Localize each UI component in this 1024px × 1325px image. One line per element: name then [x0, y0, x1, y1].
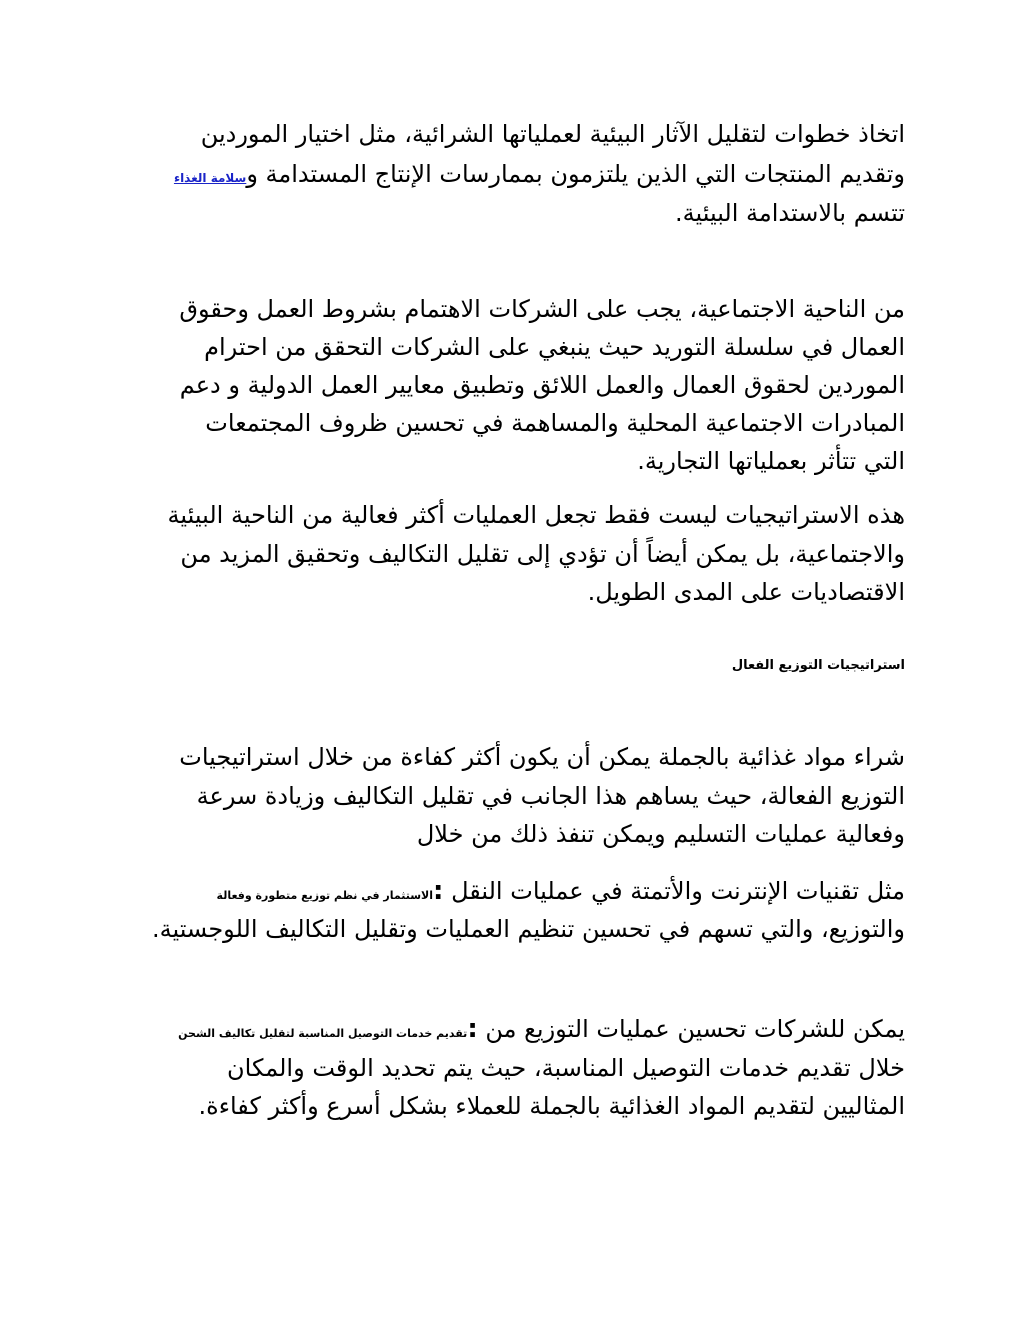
paragraph-2-line-4: المبادرات الاجتماعية المحلية والمساهمة في تحسين ظروف المجتمعات: [205, 409, 905, 437]
paragraph-6-colon: :: [467, 1014, 478, 1044]
paragraph-1-line-2: [174, 155, 905, 193]
paragraph-6-line-1: [178, 1010, 905, 1048]
paragraph-4-line-2: التوزيع الفعالة، حيث يساهم هذا الجانب في تقليل التكاليف وزيادة سرعة: [196, 782, 905, 810]
paragraph-5-line-2: والتوزيع، والتي تسهم في تحسين تنظيم العمليات وتقليل التكاليف اللوجستية.: [151, 915, 905, 943]
paragraph-1-line-3: تتسم بالاستدامة البيئية.: [674, 199, 905, 227]
paragraph-3-line-1: هذه الاستراتيجيات ليست فقط تجعل العمليات أكثر فعالية من الناحية البيئية: [167, 501, 905, 529]
paragraph-1-line-1: اتخاذ خطوات لتقليل الآثار البيئية لعملياتها الشرائية، مثل اختيار الموردين: [200, 120, 905, 148]
paragraph-6-line-2: خلال تقديم خدمات التوصيل المناسبة، حيث يتم تحديد الوقت والمكان: [227, 1054, 905, 1082]
paragraph-6-inline-title: تقديم خدمات التوصيل المناسبة لتقليل تكاليف الشحن: [178, 1027, 468, 1040]
paragraph-5-inline-title: الاستثمار في نظم توزيع متطورة وفعالة: [216, 889, 434, 902]
paragraph-5-line-1: [217, 872, 905, 910]
paragraph-6-line-3: المثاليين لتقديم المواد الغذائية بالجملة للعملاء بشكل أسرع وأكثر كفاءة.: [198, 1092, 905, 1120]
paragraph-4-line-1: شراء مواد غذائية بالجملة يمكن أن يكون أكثر كفاءة من خلال استراتيجيات: [179, 743, 905, 771]
paragraph-5-colon: :: [433, 876, 444, 906]
paragraph-3-line-2: والاجتماعية، بل يمكن أيضاً أن تؤدي إلى تقليل التكاليف وتحقيق المزيد من: [180, 540, 905, 568]
paragraph-2-line-1: من الناحية الاجتماعية، يجب على الشركات الاهتمام بشروط العمل وحقوق: [179, 295, 905, 323]
section-heading: استراتيجيات التوزيع الفعال: [731, 658, 905, 673]
paragraph-2-line-5: التي تتأثر بعملياتها التجارية.: [637, 447, 905, 475]
paragraph-5-line-1-text: مثل تقنيات الإنترنت والأتمتة في عمليات النقل: [451, 877, 905, 905]
paragraph-1-line-2-text: وتقديم المنتجات التي الذين يلتزمون بممارسات الإنتاج المستدامة و: [246, 160, 905, 188]
paragraph-3-line-3: الاقتصاديات على المدى الطويل.: [587, 578, 905, 606]
paragraph-2-line-2: العمال في سلسلة التوريد حيث ينبغي على الشركات التحقق من احترام: [204, 333, 905, 361]
paragraph-6-line-1-text: يمكن للشركات تحسين عمليات التوزيع من: [485, 1015, 905, 1043]
food-safety-link[interactable]: سلامة الغذاء: [173, 171, 247, 185]
paragraph-2-line-3: الموردين لحقوق العمال والعمل اللائق وتطبيق معايير العمل الدولية و دعم: [179, 371, 905, 399]
paragraph-4-line-3: وفعالية عمليات التسليم ويمكن تنفذ ذلك من خلال: [416, 820, 905, 848]
